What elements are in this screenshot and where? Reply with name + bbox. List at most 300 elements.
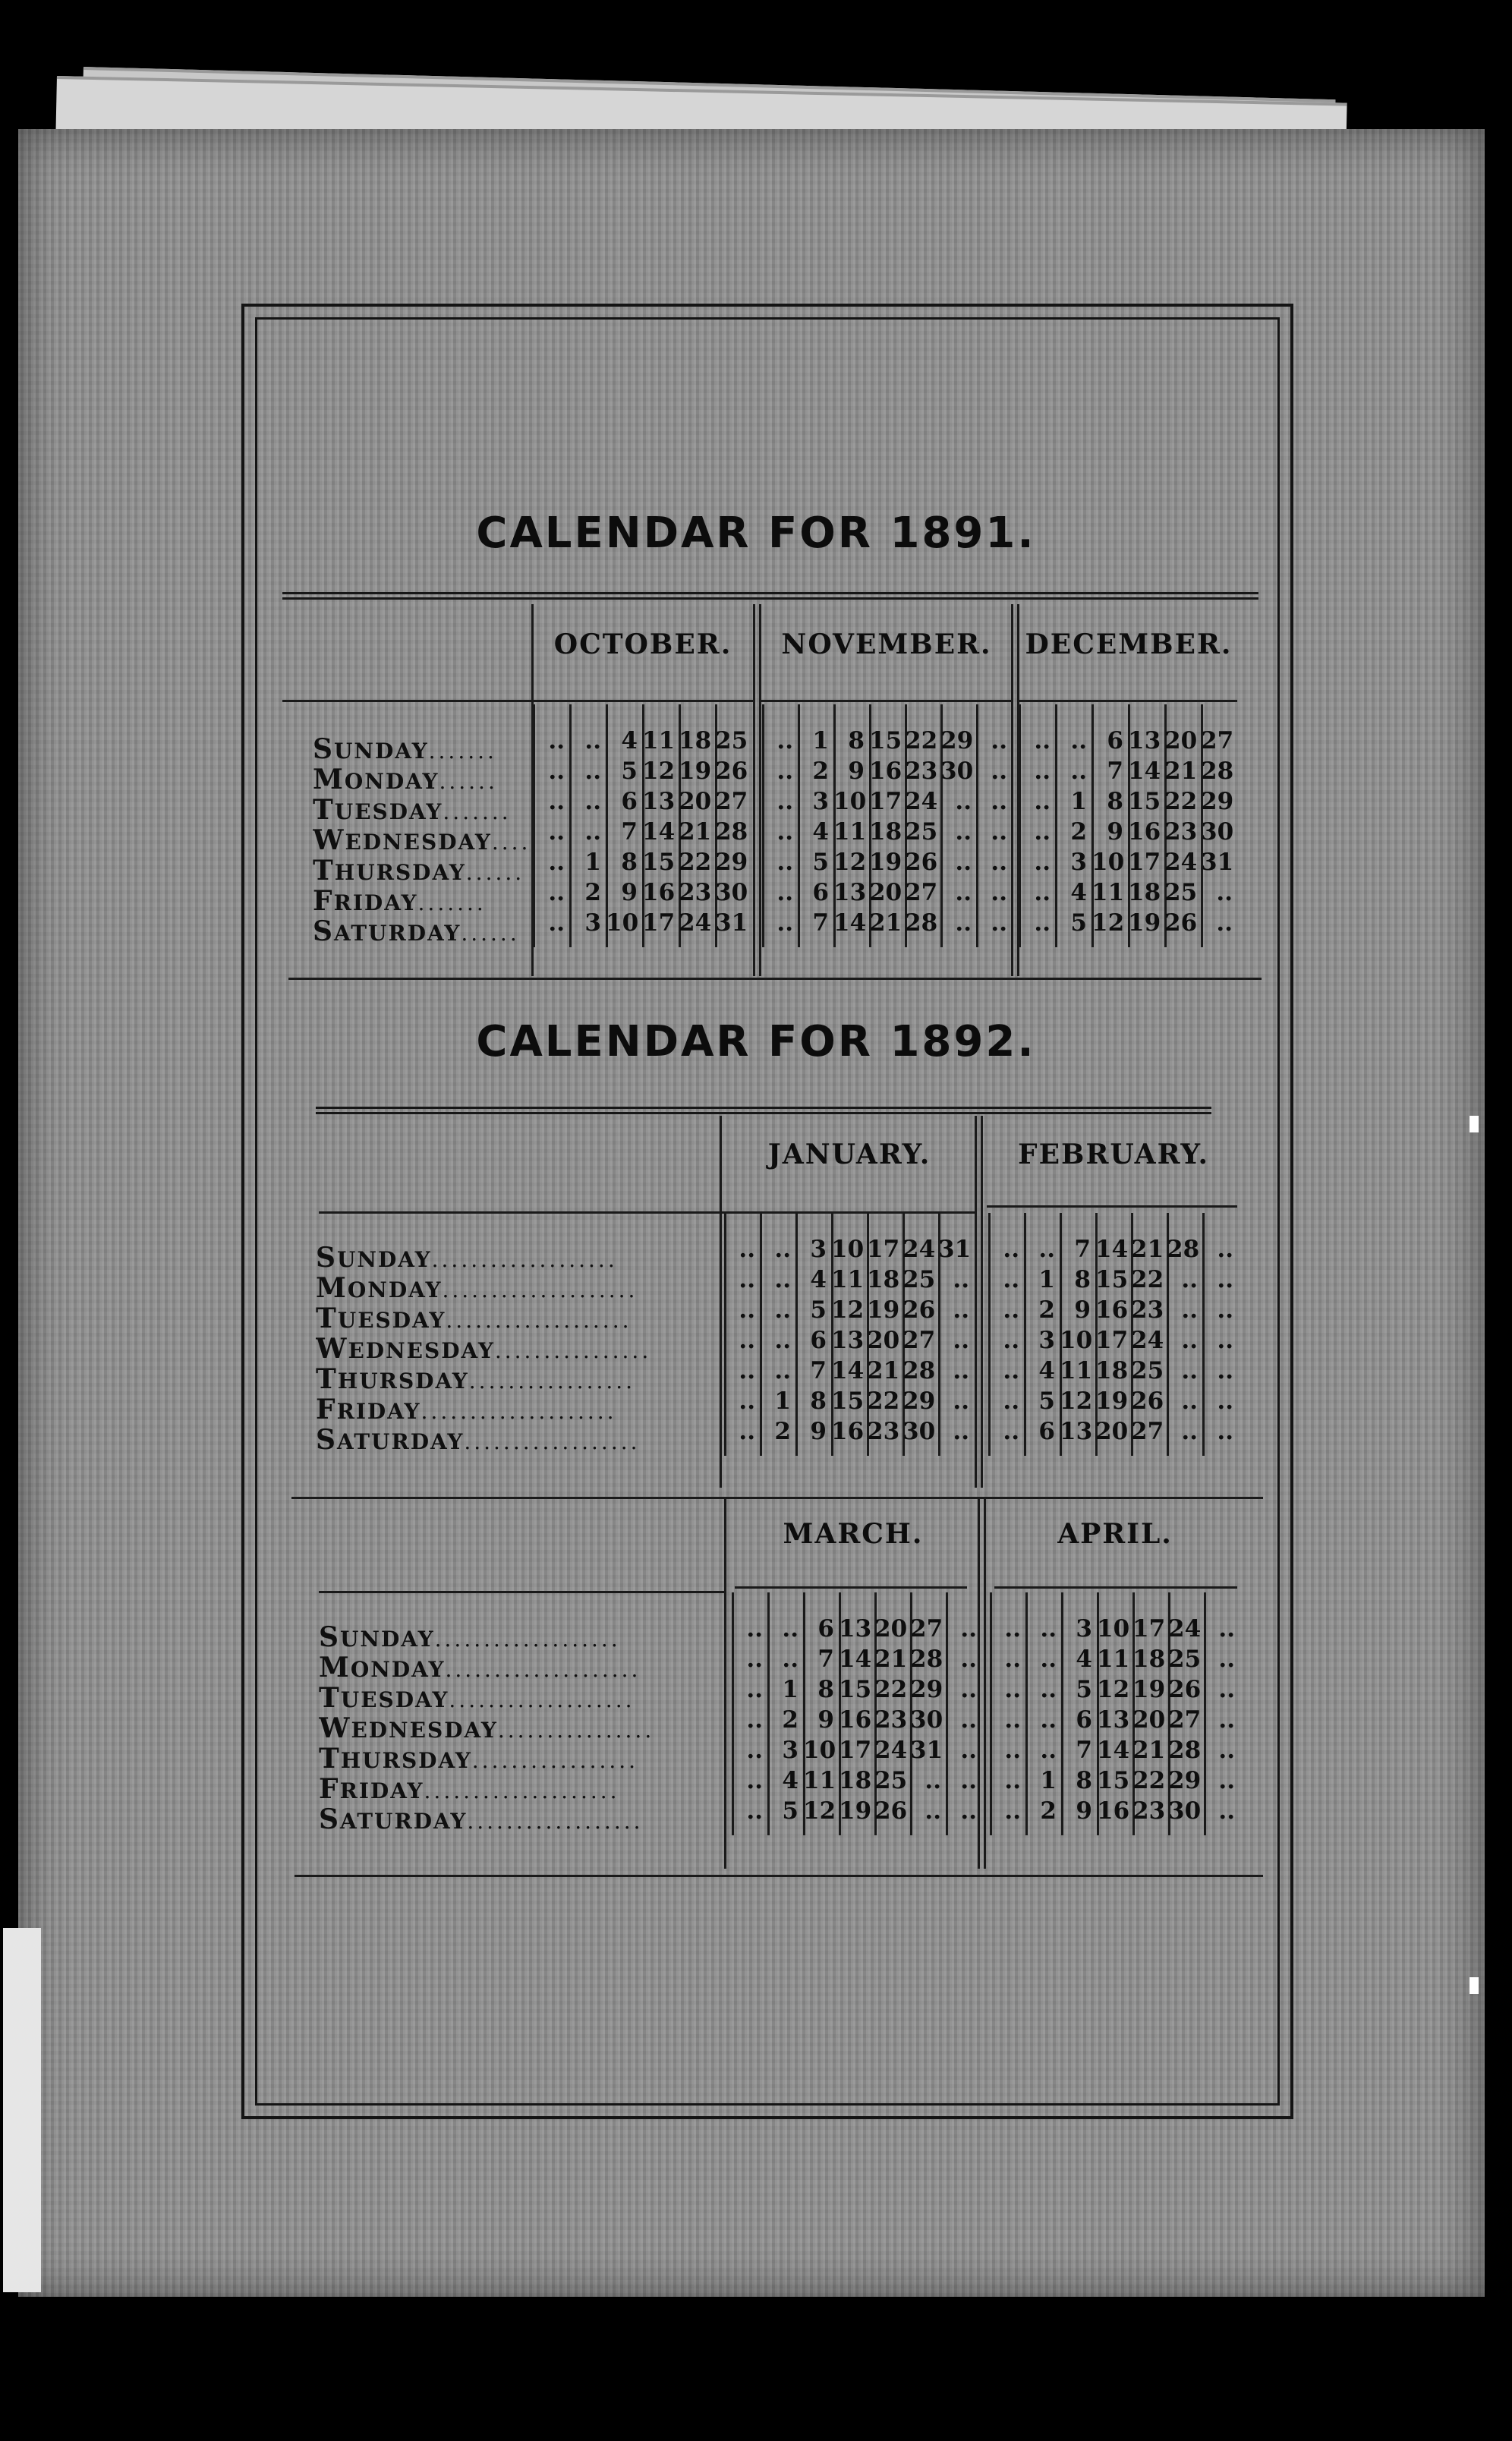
date-cell: 18	[679, 727, 712, 754]
date-cell: 6	[621, 788, 638, 815]
date-cell: ..	[776, 818, 793, 846]
weekday-initial: S	[316, 1424, 337, 1456]
date-cell: 8	[1107, 788, 1123, 815]
date-cell: ..	[774, 1296, 791, 1324]
date-cell: ..	[1003, 1296, 1019, 1324]
section-divider	[975, 1116, 977, 1488]
date-cell: ..	[739, 1236, 755, 1263]
date-cell: ..	[991, 909, 1007, 937]
date-cell: 28	[715, 818, 748, 846]
date-cell: 26	[1164, 909, 1198, 937]
weekday-initial: T	[313, 855, 335, 887]
dot-leader: ..................	[467, 1809, 644, 1834]
date-cell: ..	[925, 1767, 941, 1794]
dot-leader: ....................	[445, 1657, 641, 1682]
dot-leader: .......	[417, 890, 487, 915]
date-cell: 5	[812, 849, 829, 876]
date-cell: 1	[782, 1676, 799, 1703]
weekday-initial: S	[313, 733, 334, 765]
date-cell: ..	[1038, 1236, 1055, 1263]
date-cell: ..	[739, 1296, 755, 1324]
date-cell: ..	[1034, 727, 1051, 754]
date-cell: ..	[739, 1387, 755, 1415]
date-cell: 25	[874, 1767, 908, 1794]
date-cell: 27	[1201, 727, 1234, 754]
date-cell: ..	[1218, 1706, 1235, 1734]
date-cell: 7	[621, 818, 638, 846]
month-name: NOVEMBER.	[781, 628, 992, 660]
date-cell: 18	[869, 818, 902, 846]
section-divider	[978, 1497, 980, 1869]
date-cell: ..	[953, 1327, 969, 1354]
date-cell: 13	[839, 1615, 872, 1643]
date-cell: 10	[1091, 849, 1125, 876]
weekday-initial: T	[316, 1363, 338, 1395]
date-cell: 27	[902, 1327, 936, 1354]
date-cell: 8	[817, 1676, 834, 1703]
date-cell: 27	[910, 1615, 943, 1643]
date-cell: 11	[833, 818, 867, 846]
date-cell: 20	[1095, 1418, 1129, 1445]
date-cell: 27	[715, 788, 748, 815]
date-cell: 8	[810, 1387, 827, 1415]
date-cell: 28	[1168, 1737, 1202, 1764]
date-cell: 3	[1070, 849, 1087, 876]
date-cell: ..	[1040, 1646, 1057, 1673]
weekday-label	[319, 1803, 721, 1835]
date-cell: 17	[867, 1236, 900, 1263]
date-cell: 4	[1076, 1646, 1092, 1673]
date-cell: 19	[1132, 1676, 1166, 1703]
date-cell: 16	[1097, 1797, 1130, 1825]
date-cell: ..	[1181, 1266, 1198, 1293]
date-cell: ..	[1004, 1706, 1021, 1734]
weekday-label	[313, 764, 537, 795]
date-cell: 11	[1060, 1357, 1093, 1384]
date-cell: ..	[960, 1615, 977, 1643]
dot-leader: .................	[471, 1748, 639, 1773]
date-cell: ..	[1003, 1418, 1019, 1445]
date-cell: ..	[1217, 1418, 1233, 1445]
date-cell: ..	[1040, 1615, 1057, 1643]
date-cell: 6	[812, 879, 829, 906]
date-cell: 22	[867, 1387, 900, 1415]
date-cell: ..	[1216, 879, 1233, 906]
date-cell: ..	[1070, 757, 1087, 785]
date-cell: ..	[1217, 1357, 1233, 1384]
date-cell: 4	[1070, 879, 1087, 906]
section-divider	[724, 1497, 726, 1869]
date-cell: 4	[782, 1767, 799, 1794]
date-cell: 27	[905, 879, 938, 906]
date-cell: 28	[905, 909, 938, 937]
date-cell: ..	[1003, 1387, 1019, 1415]
date-cell: 30	[1168, 1797, 1202, 1825]
weekday-initial: S	[319, 1803, 340, 1835]
date-cell: ..	[991, 757, 1007, 785]
weekday-rest: RIDAY	[333, 890, 418, 915]
date-cell: 11	[831, 1266, 865, 1293]
weekday-label	[316, 1333, 718, 1365]
date-cell: 28	[1201, 757, 1234, 785]
weekday-rest: ATURDAY	[340, 1809, 468, 1834]
date-cell: ..	[960, 1737, 977, 1764]
date-cell: ..	[1217, 1327, 1233, 1354]
date-cell: ..	[776, 727, 793, 754]
date-cell: 25	[1131, 1357, 1164, 1384]
date-cell: 8	[621, 849, 638, 876]
date-cell: 12	[831, 1296, 865, 1324]
date-cell: ..	[1034, 757, 1051, 785]
weekday-rest: RIDAY	[339, 1778, 424, 1803]
date-cell: 9	[1076, 1797, 1092, 1825]
date-cell: 1	[1070, 788, 1087, 815]
date-cell: ..	[584, 727, 601, 754]
date-cell: 25	[902, 1266, 936, 1293]
date-cell: ..	[953, 1387, 969, 1415]
date-cell: ..	[1218, 1767, 1235, 1794]
date-cell: 24	[874, 1737, 908, 1764]
date-cell: ..	[1181, 1296, 1198, 1324]
date-cell: ..	[746, 1615, 763, 1643]
date-cell: 11	[1097, 1646, 1130, 1673]
date-cell: 2	[1070, 818, 1087, 846]
date-cell: 17	[1132, 1615, 1166, 1643]
date-cell: ..	[953, 1296, 969, 1324]
date-cell: ..	[955, 879, 972, 906]
date-cell: 22	[679, 849, 712, 876]
header-rule	[1017, 700, 1237, 702]
date-cell: 5	[1076, 1676, 1092, 1703]
dot-leader: ...................	[449, 1687, 635, 1712]
date-cell: ..	[1004, 1646, 1021, 1673]
date-cell: 16	[839, 1706, 872, 1734]
date-cell: 13	[833, 879, 867, 906]
date-cell: ..	[548, 879, 565, 906]
date-cell: ..	[1216, 909, 1233, 937]
date-cell: 21	[1164, 757, 1198, 785]
weekday-rest: EDNESDAY	[351, 1718, 498, 1743]
date-cell: 5	[810, 1296, 827, 1324]
weekday-initial: S	[313, 915, 334, 947]
date-cell: ..	[1181, 1418, 1198, 1445]
date-cell: 24	[1164, 849, 1198, 876]
date-cell: ..	[1040, 1706, 1057, 1734]
weekday-label	[313, 855, 537, 887]
dot-leader: .................	[468, 1369, 636, 1394]
date-cell: 25	[1168, 1646, 1202, 1673]
dot-leader: ....	[491, 830, 531, 855]
month-name: MARCH.	[783, 1518, 924, 1550]
weekday-rest: EDNESDAY	[348, 1338, 495, 1363]
date-cell: ..	[1218, 1615, 1235, 1643]
weekday-label	[316, 1394, 718, 1425]
weekday-initial: M	[313, 764, 345, 795]
date-cell: ..	[746, 1706, 763, 1734]
date-cell: 2	[812, 757, 829, 785]
date-cell: 7	[812, 909, 829, 937]
weekday-rest: HURSDAY	[334, 860, 466, 885]
date-cell: 11	[803, 1767, 836, 1794]
table-bottom-rule	[288, 978, 1262, 980]
date-cell: 26	[874, 1797, 908, 1825]
date-cell: 20	[1132, 1706, 1166, 1734]
weekday-label	[316, 1424, 718, 1456]
date-cell: 3	[584, 909, 601, 937]
date-cell: 26	[902, 1296, 936, 1324]
date-cell: 7	[817, 1646, 834, 1673]
dot-leader: .......	[443, 799, 512, 824]
date-cell: 2	[1040, 1797, 1057, 1825]
date-cell: 27	[1168, 1706, 1202, 1734]
weekday-initial: M	[319, 1652, 351, 1684]
date-cell: 14	[839, 1646, 872, 1673]
date-cell: 28	[902, 1357, 936, 1384]
date-cell: ..	[776, 788, 793, 815]
section-divider	[1011, 604, 1013, 976]
date-cell: 9	[817, 1706, 834, 1734]
date-cell: ..	[548, 727, 565, 754]
date-cell: 13	[1060, 1418, 1093, 1445]
dot-leader: ...................	[434, 1627, 621, 1652]
date-cell: ..	[776, 757, 793, 785]
date-cell: 20	[1164, 727, 1198, 754]
date-cell: 23	[1164, 818, 1198, 846]
date-cell: ..	[1034, 909, 1051, 937]
date-cell: 20	[869, 879, 902, 906]
date-cell: 4	[812, 818, 829, 846]
date-cell: 10	[1097, 1615, 1130, 1643]
date-cell: ..	[955, 818, 972, 846]
date-cell: ..	[1004, 1767, 1021, 1794]
header-rule	[531, 700, 754, 702]
date-cell: 7	[1076, 1737, 1092, 1764]
date-cell: ..	[1217, 1387, 1233, 1415]
weekday-rest: UNDAY	[340, 1627, 435, 1652]
weekday-label	[313, 824, 537, 856]
date-cell: 13	[1128, 727, 1161, 754]
date-cell: 16	[869, 757, 902, 785]
header-rule	[759, 700, 1013, 702]
date-cell: ..	[960, 1706, 977, 1734]
date-cell: 21	[679, 818, 712, 846]
date-cell: 24	[1168, 1615, 1202, 1643]
date-cell: 14	[1097, 1737, 1130, 1764]
date-cell: 17	[869, 788, 902, 815]
dot-leader: .......	[428, 739, 497, 764]
date-cell: ..	[774, 1357, 791, 1384]
date-cell: 26	[1131, 1387, 1164, 1415]
date-cell: ..	[746, 1797, 763, 1825]
date-cell: ..	[1181, 1387, 1198, 1415]
date-cell: 29	[940, 727, 974, 754]
month-name: DECEMBER.	[1025, 628, 1233, 660]
weekday-label	[316, 1363, 718, 1395]
date-cell: 31	[910, 1737, 943, 1764]
weekday-rest: ATURDAY	[334, 921, 461, 946]
weekday-initial: T	[313, 794, 335, 826]
title-rule	[282, 592, 1258, 600]
date-cell: 27	[1131, 1418, 1164, 1445]
date-cell: 31	[1201, 849, 1234, 876]
date-cell: 8	[1074, 1266, 1091, 1293]
weekday-rest: HURSDAY	[340, 1748, 472, 1773]
date-cell: 20	[867, 1327, 900, 1354]
date-cell: ..	[953, 1266, 969, 1293]
date-cell: 25	[1164, 879, 1198, 906]
date-cell: 25	[715, 727, 748, 754]
date-cell: ..	[1217, 1266, 1233, 1293]
weekday-rest: UESDAY	[334, 799, 443, 824]
date-cell: 21	[869, 909, 902, 937]
date-cell: ..	[1218, 1676, 1235, 1703]
weekday-initial: F	[316, 1394, 337, 1425]
date-cell: 19	[867, 1296, 900, 1324]
date-cell: ..	[1217, 1296, 1233, 1324]
date-cell: ..	[548, 909, 565, 937]
weekday-label	[316, 1272, 718, 1304]
header-rule	[319, 1591, 726, 1593]
date-cell: 17	[1095, 1327, 1129, 1354]
date-cell: 12	[1060, 1387, 1093, 1415]
date-cell: 14	[1128, 757, 1161, 785]
date-cell: ..	[1034, 818, 1051, 846]
date-cell: 1	[1038, 1266, 1055, 1293]
date-cell: ..	[746, 1737, 763, 1764]
dot-leader: ...................	[446, 1308, 632, 1333]
weekday-initial: S	[316, 1242, 337, 1274]
date-cell: ..	[1004, 1615, 1021, 1643]
date-cell: ..	[955, 788, 972, 815]
date-cell: 29	[902, 1387, 936, 1415]
date-cell: 30	[940, 757, 974, 785]
date-cell: 12	[1097, 1676, 1130, 1703]
date-cell: ..	[548, 788, 565, 815]
date-cell: ..	[991, 849, 1007, 876]
date-cell: 22	[1131, 1266, 1164, 1293]
date-cell: 26	[905, 849, 938, 876]
date-cell: 23	[874, 1706, 908, 1734]
date-cell: 1	[774, 1387, 791, 1415]
date-cell: 20	[679, 788, 712, 815]
date-cell: 12	[1091, 909, 1125, 937]
date-cell: 31	[938, 1236, 972, 1263]
date-cell: 23	[905, 757, 938, 785]
date-cell: 4	[1038, 1357, 1055, 1384]
date-cell: ..	[991, 727, 1007, 754]
date-cell: 9	[1074, 1296, 1091, 1324]
weekday-label	[313, 794, 537, 826]
date-cell: 15	[1095, 1266, 1129, 1293]
section-divider	[984, 1497, 986, 1869]
header-rule	[994, 1586, 1237, 1589]
date-cell: ..	[955, 849, 972, 876]
weekday-rest: UESDAY	[340, 1687, 449, 1712]
date-cell: ..	[774, 1236, 791, 1263]
weekday-label	[316, 1302, 718, 1334]
date-cell: ..	[960, 1767, 977, 1794]
date-cell: 23	[867, 1418, 900, 1445]
date-cell: 21	[1132, 1737, 1166, 1764]
date-cell: 24	[1131, 1327, 1164, 1354]
date-cell: 30	[715, 879, 748, 906]
weekday-rest: UNDAY	[337, 1247, 432, 1272]
date-cell: ..	[925, 1797, 941, 1825]
date-cell: ..	[548, 757, 565, 785]
date-cell: 1	[584, 849, 601, 876]
date-cell: ..	[1034, 788, 1051, 815]
weekday-initial: S	[319, 1621, 340, 1653]
date-cell: 28	[1167, 1236, 1200, 1263]
date-cell: ..	[1034, 849, 1051, 876]
date-cell: ..	[746, 1767, 763, 1794]
dot-leader: ................	[497, 1718, 655, 1743]
date-cell: 9	[810, 1418, 827, 1445]
date-cell: 14	[831, 1357, 865, 1384]
date-cell: 9	[621, 879, 638, 906]
date-cell: 4	[621, 727, 638, 754]
date-cell: ..	[1003, 1266, 1019, 1293]
date-cell: ..	[960, 1676, 977, 1703]
date-cell: 21	[867, 1357, 900, 1384]
date-cell: ..	[991, 879, 1007, 906]
date-cell: ..	[1181, 1357, 1198, 1384]
weekday-initial: T	[319, 1743, 341, 1775]
date-cell: 21	[874, 1646, 908, 1673]
date-cell: 15	[1128, 788, 1161, 815]
date-cell: 26	[1168, 1676, 1202, 1703]
weekday-label	[313, 885, 537, 917]
date-cell: ..	[584, 788, 601, 815]
date-cell: 30	[1201, 818, 1234, 846]
section-divider	[720, 1116, 722, 1488]
date-cell: 3	[812, 788, 829, 815]
date-cell: 4	[810, 1266, 827, 1293]
date-cell: ..	[746, 1676, 763, 1703]
date-cell: 30	[902, 1418, 936, 1445]
date-cell: 29	[715, 849, 748, 876]
date-cell: ..	[960, 1797, 977, 1825]
date-cell: ..	[1034, 879, 1051, 906]
weekday-label	[313, 733, 537, 765]
dot-leader: ......	[465, 860, 525, 885]
date-cell: 2	[584, 879, 601, 906]
date-cell: 3	[1076, 1615, 1092, 1643]
date-cell: 18	[1132, 1646, 1166, 1673]
date-cell: 2	[774, 1418, 791, 1445]
date-cell: ..	[1003, 1357, 1019, 1384]
header-rule	[987, 1205, 1237, 1208]
date-cell: 22	[905, 727, 938, 754]
weekday-initial: W	[319, 1712, 351, 1744]
date-cell: 31	[715, 909, 748, 937]
date-cell: 7	[1074, 1236, 1091, 1263]
date-cell: ..	[548, 818, 565, 846]
date-cell: 1	[812, 727, 829, 754]
date-cell: ..	[991, 818, 1007, 846]
dot-leader: ....................	[421, 1399, 617, 1424]
table-bottom-rule	[291, 1497, 1263, 1499]
date-cell: ..	[782, 1646, 799, 1673]
date-cell: 17	[1128, 849, 1161, 876]
date-cell: ..	[782, 1615, 799, 1643]
header-rule	[282, 700, 533, 702]
date-cell: 19	[679, 757, 712, 785]
weekday-rest: ONDAY	[350, 1657, 446, 1682]
dot-leader: ......	[439, 769, 498, 794]
binding-notch	[1469, 1116, 1479, 1132]
date-cell: 11	[1091, 879, 1125, 906]
